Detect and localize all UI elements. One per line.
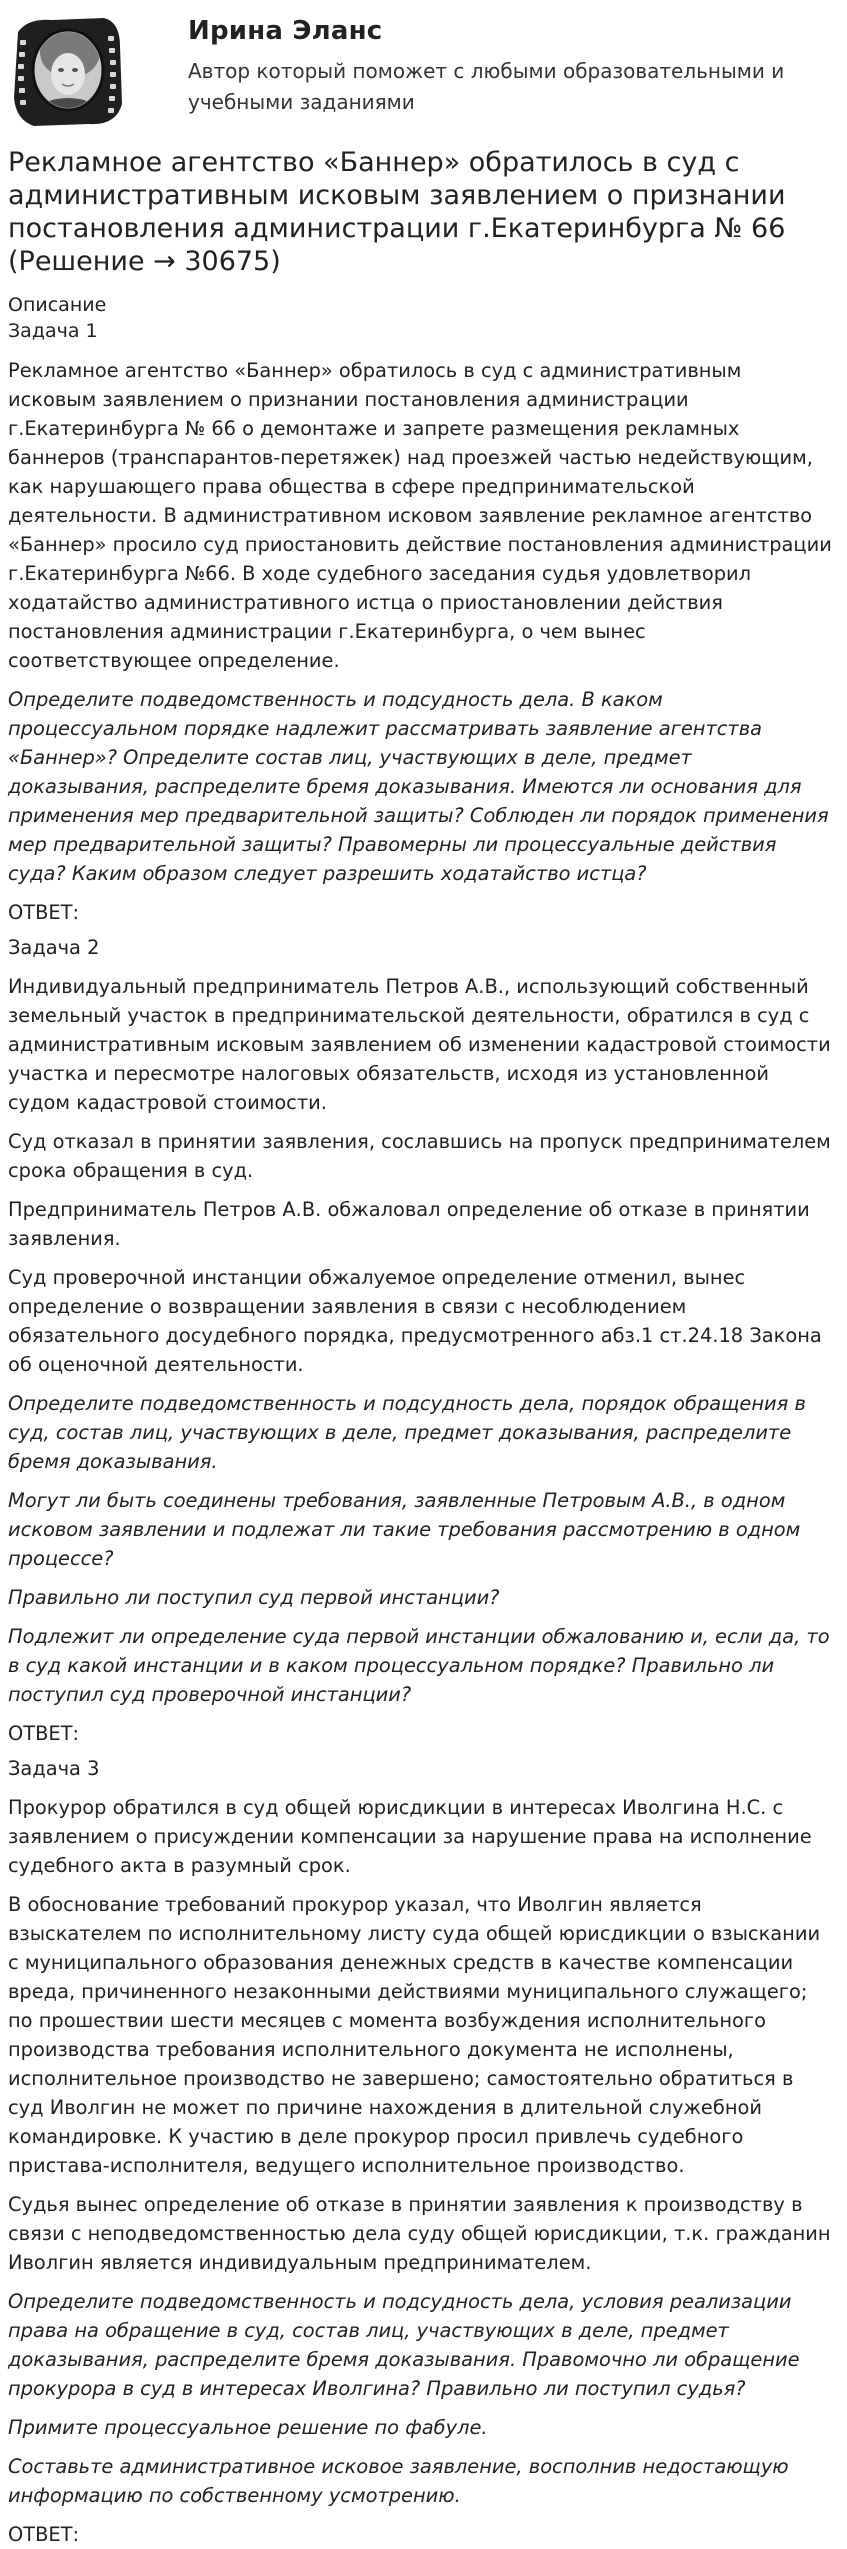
task-section: [8, 933, 832, 1748]
task-question: Определите подведомственность и подсудность дела, условия реализации права на обращение в суд, состав лиц, участвующих в деле, предмет доказывания, распределите бремя доказывания. Правомочно ли обращение прокурора в суд в интересах Иволгина? Правильно ли поступил судья?: [8, 2290, 800, 2400]
tasks-container: [8, 318, 832, 2549]
task-paragraph: Судья вынес определение об отказе в принятии заявления к производству в связи с неподведомственностью дела суду общей юрисдикции, т.к. гражданин Иволгин является индивидуальным предпринимателем.: [8, 2193, 831, 2274]
task-paragraph: Суд отказал в принятии заявления, сославшись на пропуск предпринимателем срока обращения в суд.: [8, 1130, 831, 1182]
task-question: Могут ли быть соединены требования, заявленные Петровым А.В., в одном исковом заявлении и подлежат ли такие требования рассмотрению в одном процессе?: [8, 1489, 801, 1570]
task-paragraph: Рекламное агентство «Баннер» обратилось в суд с административным исковым заявлением о признании постановления администрации г.Екатеринбурга № 66 о демонтаже и запрете размещения рекламных баннеров (транспарантов-перетяжек) над проезжей частью недействующим, как нарушающего права общества в сфере предпринимательской деятельности. В административном исковом заявление рекламное агентство «Баннер» просило суд приостановить действие постановления администрации г.Екатеринбурга №66. В ходе судебного заседания судья удовлетворил ходатайство административного истца о приостановлении действия постановления администрации г.Екатеринбурга, о чем вынес соответствующее определение.: [8, 359, 832, 672]
author-avatar[interactable]: [8, 12, 126, 130]
film-reel-portrait-avatar-icon: [8, 12, 126, 130]
description-label: Описание: [8, 294, 107, 316]
answer-label: ОТВЕТ:: [8, 901, 80, 924]
task-label: Задача 1: [8, 320, 98, 342]
task-section: [8, 318, 832, 927]
task-paragraph: Суд проверочной инстанции обжалуемое определение отменил, вынес определение о возвращении заявления в связи с несоблюдением обязательного досудебного порядка, предусмотренного абз.1 ст.24.18 Закона об оценочной деятельности.: [8, 1266, 822, 1376]
task-question: Подлежит ли определение суда первой инстанции обжалованию и, если да, то в суд какой инстанции и в каком процессуальном порядке? Правильно ли поступил суд проверочной инстанции?: [8, 1625, 830, 1706]
author-info: [188, 12, 788, 118]
page-title: Рекламное агентство «Баннер» обратилось в суд с административным исковым заявлением о признании постановления администрации г.Екатеринбурга № 66 (Решение → 30675): [8, 147, 786, 277]
task-paragraph: Предприниматель Петров А.В. обжаловал определение об отказе в принятии заявления.: [8, 1198, 810, 1250]
author-description: Автор который поможет с любыми образовательными и учебными заданиями: [188, 59, 785, 114]
task-question: Составьте административное исковое заявление, восполнив недостающую информацию по собственному усмотрению.: [8, 2455, 789, 2507]
task-question: Правильно ли поступил суд первой инстанции?: [8, 1586, 500, 1609]
task-question: Определите подведомственность и подсудность дела, порядок обращения в суд, состав лиц, участвующих в деле, предмет доказывания, распределите бремя доказывания.: [8, 1392, 806, 1473]
task-question: Примите процессуальное решение по фабуле.: [8, 2416, 488, 2439]
task-question: Определите подведомственность и подсудность дела. В каком процессуальном порядке надлежит рассматривать заявление агентства «Баннер»? Определите состав лиц, участвующих в деле, предмет доказывания, распределите бремя доказывания. Имеются ли основания для применения мер предварительной защиты? Соблюден ли порядок применения мер предварительной защиты? Правомерны ли процессуальные действия суда? Каким образом следует разрешить ходатайство истца?: [8, 688, 829, 885]
task-paragraph: В обоснование требований прокурор указал, что Иволгин является взыскателем по исполнительному листу суда общей юрисдикции о взыскании с муниципального образования денежных средств в качестве компенсации вреда, причиненного незаконными действиями муниципального служащего; по прошествии шести месяцев с момента возбуждения исполнительного производства требования исполнительного документа не исполнены, исполнительное производство не завершено; самостоятельно обратиться в суд Иволгин не может по причине нахождения в длительной служебной командировке. К участию в деле прокурор просил привлечь судебного пристава-исполнителя, ведущего исполнительное производство.: [8, 1893, 821, 2177]
task-label: Задача 3: [8, 1757, 100, 1780]
answer-label: ОТВЕТ:: [8, 2523, 80, 2546]
task-section: [8, 1754, 832, 2549]
task-paragraph: Индивидуальный предприниматель Петров А.В., использующий собственный земельный участок в предпринимательской деятельности, обратился в суд с административным исковым заявлением об изменении кадастровой стоимости участка и пересмотре налоговых обязательств, исходя из установленной судом кадастровой стоимости.: [8, 975, 831, 1114]
author-card: [8, 0, 832, 128]
task-paragraph: Прокурор обратился в суд общей юрисдикции в интересах Иволгина Н.С. с заявлением о присуждении компенсации за нарушение права на исполнение судебного акта в разумный срок.: [8, 1796, 812, 1877]
author-name[interactable]: Ирина Эланс: [188, 16, 383, 46]
task-label: Задача 2: [8, 936, 100, 959]
answer-label: ОТВЕТ:: [8, 1722, 80, 1745]
